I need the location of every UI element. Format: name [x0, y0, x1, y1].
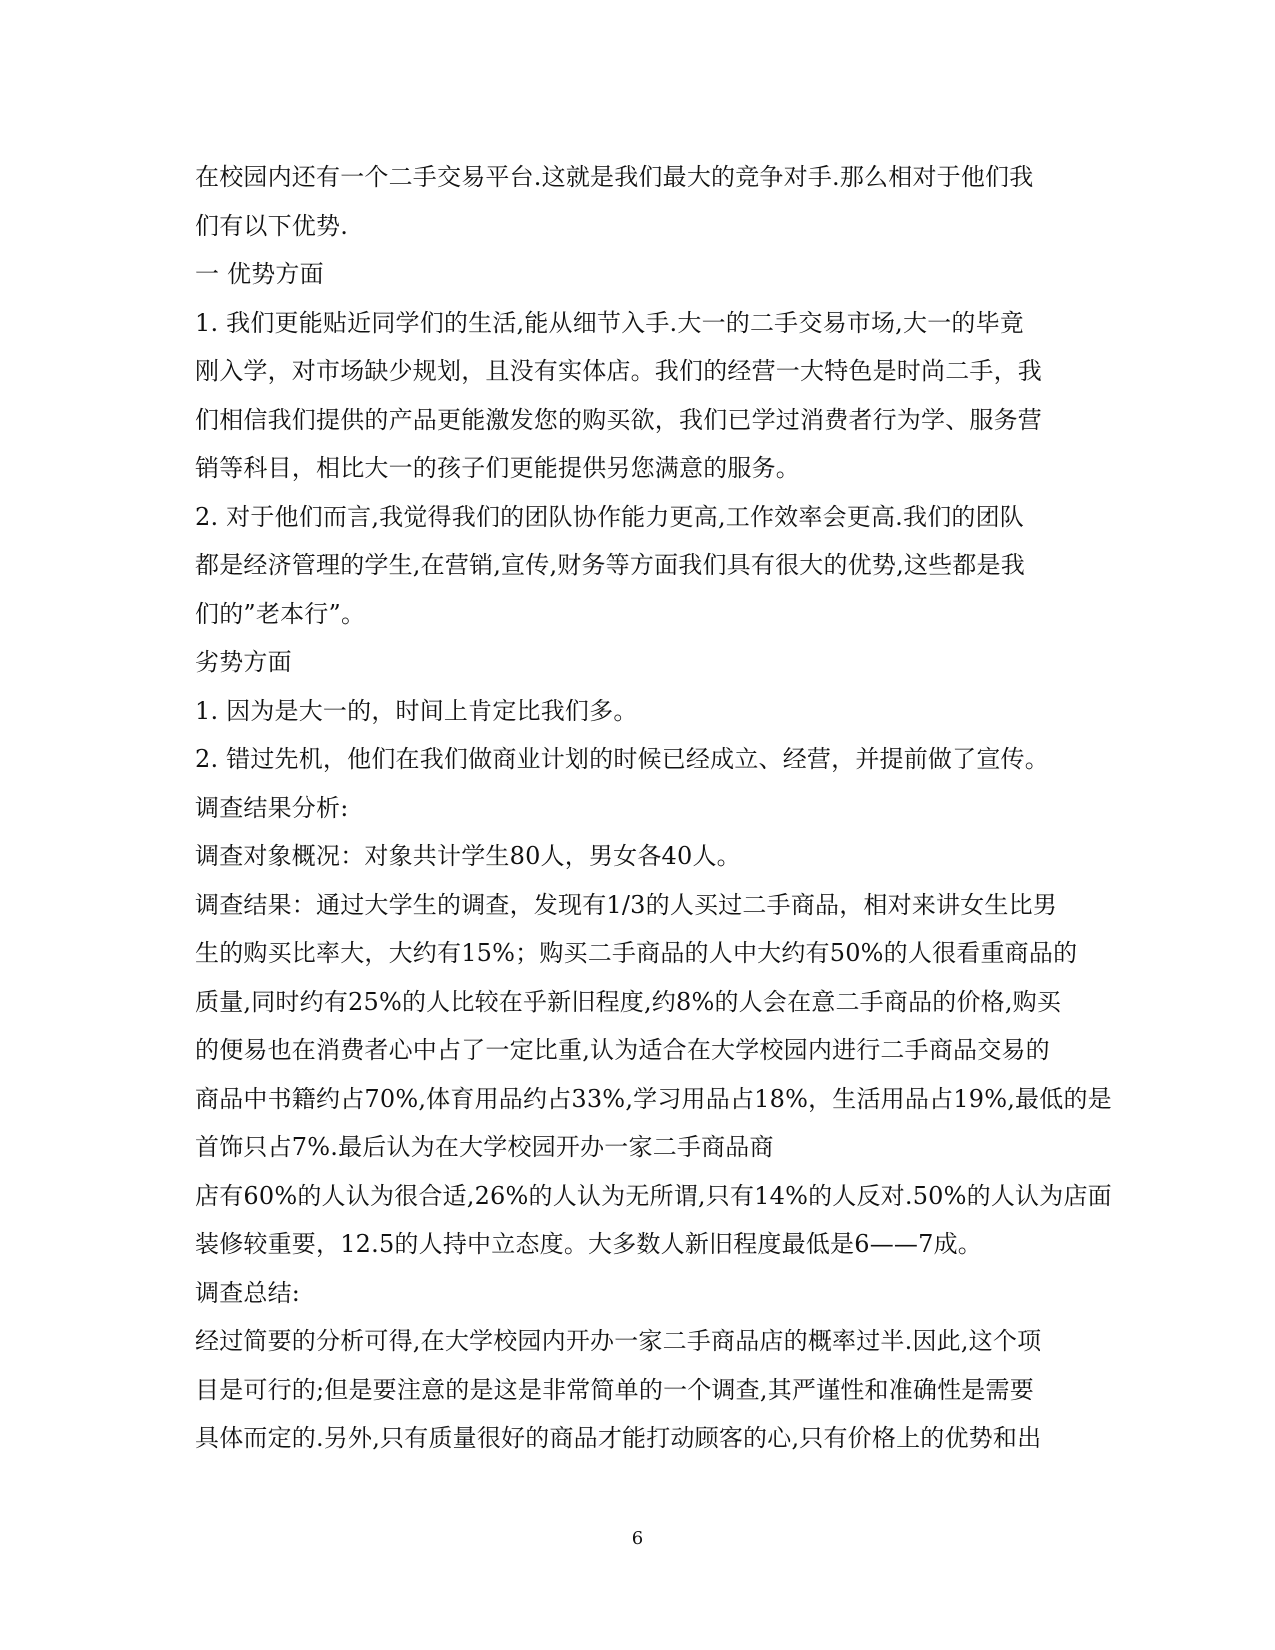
text-line: 质量,同时约有25%的人比较在乎新旧程度,约8%的人会在意二手商品的价格,购买: [195, 987, 1062, 1016]
text-line: 都是经济管理的学生,在营销,宣传,财务等方面我们具有很大的优势,这些都是我: [195, 551, 1025, 579]
page-number: 6: [631, 1528, 644, 1549]
text-line: 1. 因为是大一的，时间上肯定比我们多。: [195, 696, 638, 725]
text-line: 具体而定的.另外,只有质量很好的商品才能打动顾客的心,只有价格上的优势和出: [195, 1424, 1042, 1452]
section-heading-survey-analysis: 调查结果分析:: [195, 793, 349, 822]
text-line: 调查对象概况：对象共计学生80人，男女各40人。: [195, 842, 741, 870]
section-heading-survey-summary: 调查总结:: [195, 1278, 301, 1307]
text-line: 刚入学，对市场缺少规划，且没有实体店。我们的经营一大特色是时尚二手，我: [195, 357, 1042, 385]
text-line: 装修较重要，12.5的人持中立态度。大多数人新旧程度最低是6——7成。: [195, 1230, 982, 1258]
body-text: [195, 153, 1112, 1463]
text-line: 在校园内还有一个二手交易平台.这就是我们最大的竞争对手.那么相对于他们我: [195, 163, 1034, 191]
text-line: 们相信我们提供的产品更能激发您的购买欲，我们已学过消费者行为学、服务营: [195, 405, 1042, 434]
section-heading-disadvantages: 劣势方面: [195, 648, 292, 676]
text-line: 目是可行的;但是要注意的是这是非常简单的一个调查,其严谨性和准确性是需要: [195, 1375, 1034, 1404]
text-line: 2. 错过先机，他们在我们做商业计划的时候已经成立、经营，并提前做了宣传。: [195, 745, 1049, 773]
text-line: 们的”老本行”。: [195, 599, 366, 628]
text-line: 销等科目，相比大一的孩子们更能提供另您满意的服务。: [195, 454, 800, 482]
text-line: 经过简要的分析可得,在大学校园内开办一家二手商品店的概率过半.因此,这个项: [195, 1327, 1042, 1355]
text-line: 1. 我们更能贴近同学们的生活,能从细节入手.大一的二手交易市场,大一的毕竟: [195, 308, 1025, 337]
text-line: 商品中书籍约占70%,体育用品约占33%,学习用品占18%，生活用品占19%,最低的是: [195, 1084, 1112, 1113]
text-line: 2. 对于他们而言,我觉得我们的团队协作能力更高,工作效率会更高.我们的团队: [195, 502, 1025, 531]
text-line: 们有以下优势.: [195, 211, 349, 240]
text-line: 的便易也在消费者心中占了一定比重,认为适合在大学校园内进行二手商品交易的: [195, 1036, 1050, 1064]
section-heading-advantages: 一 优势方面: [195, 260, 324, 288]
text-line: 生的购买比率大，大约有15%；购买二手商品的人中大约有50%的人很看重商品的: [195, 939, 1078, 967]
text-line: 首饰只占7%.最后认为在大学校园开办一家二手商品商: [195, 1133, 774, 1161]
text-line: 调查结果：通过大学生的调查，发现有1/3的人买过二手商品，相对来讲女生比男: [195, 890, 1058, 919]
text-line: 店有60%的人认为很合适,26%的人认为无所谓,只有14%的人反对.50%的人认为店面: [195, 1181, 1112, 1210]
